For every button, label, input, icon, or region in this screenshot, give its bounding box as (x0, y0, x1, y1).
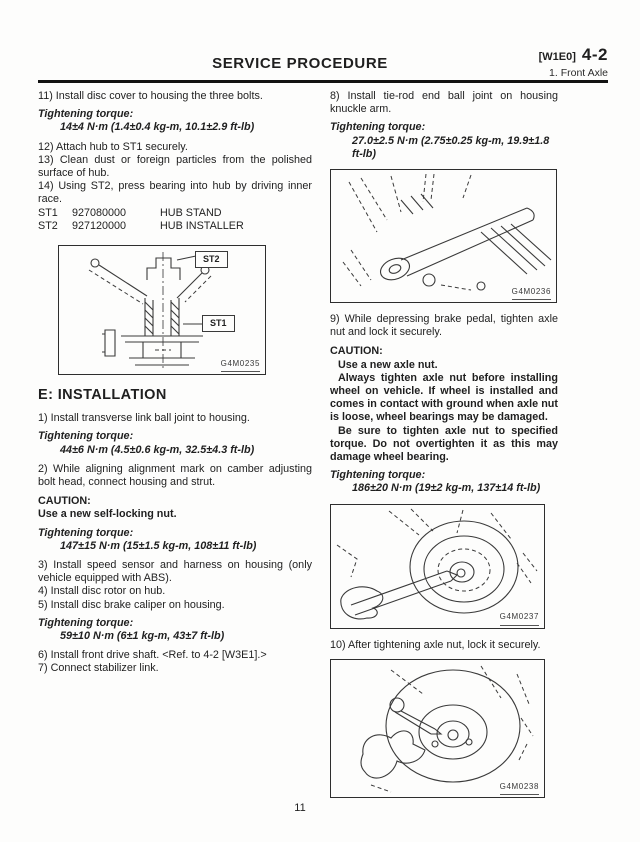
step-11: 11) Install disc cover to housing the three bolts. (38, 90, 263, 102)
axle-nut-drawing (331, 505, 544, 628)
tool-id: ST1 (38, 206, 58, 219)
torque-label-4: Tightening torque: (38, 616, 134, 629)
caution-specified-torque: Be sure to tighten axle nut to specified torque. Do not overtighten it as this may damage wheel bearing. (330, 424, 558, 464)
figure-code: G4M0236 (512, 285, 551, 300)
step-2: 2) While aligning alignment mark on camber adjusting bolt head, connect housing and strut. (38, 462, 312, 489)
page-number: 11 (294, 802, 306, 814)
tie-rod-drawing (331, 170, 556, 302)
torque-label-1: Tightening torque: (330, 121, 426, 134)
step-5: 5) Install disc brake caliper on housing. (38, 598, 225, 611)
step-3: 3) Install speed sensor and harness on housing (only vehicle equipped with ABS). (38, 559, 312, 585)
chapter-page-code: 4-2 (581, 45, 608, 64)
figure-code: G4M0237 (500, 610, 539, 625)
header-rule (38, 80, 608, 83)
step-13: 13) Clean dust or foreign particles from the polished surface of hub. (38, 153, 312, 180)
step-12: 12) Attach hub to ST1 securely. (38, 140, 188, 153)
step-9: 9) While depressing brake pedal, tighten axle nut and lock it securely. (330, 313, 558, 339)
hub-press-drawing (59, 246, 265, 374)
header-code-block (539, 47, 608, 81)
tool-name: HUB STAND (160, 206, 222, 219)
figure-hub-press (58, 245, 266, 375)
left-column (38, 90, 312, 676)
caution-label: CAUTION: (330, 345, 383, 358)
torque-value-3: 147±15 N·m (15±1.5 kg-m, 108±11 ft-lb) (60, 539, 257, 552)
figure-tighten-axle-nut (330, 504, 545, 629)
torque-label-2: Tightening torque: (38, 430, 134, 443)
caution-tighten-before: Always tighten axle nut before installing wheel on vehicle. If wheel is installed and comes in contact with ground when axle nut is loose, wheel bearings may be damaged. (330, 371, 558, 424)
caution-text: Use a new self-locking nut. (38, 508, 177, 521)
section-name: 1. Front Axle (549, 67, 608, 79)
section-code: [W1E0] (538, 51, 576, 63)
figure-code: G4M0235 (221, 357, 260, 372)
tool-part-number: 927120000 (72, 219, 127, 232)
figure-code: G4M0238 (500, 780, 539, 795)
tool-name: HUB INSTALLER (160, 219, 244, 232)
step-14: 14) Using ST2, press bearing into hub by driving inner race. (38, 180, 312, 206)
step-7: 7) Connect stabilizer link. (38, 662, 159, 675)
torque-value-1: 14±4 N·m (1.4±0.4 kg-m, 10.1±2.9 ft-lb) (60, 121, 255, 134)
tool-id: ST2 (38, 219, 58, 232)
section-heading-installation: E: INSTALLATION (38, 387, 167, 404)
special-tool-st1 (38, 207, 312, 220)
torque-value-4: 59±10 N·m (6±1 kg-m, 43±7 ft-lb) (60, 630, 225, 643)
lock-nut-drawing (331, 660, 544, 797)
right-column (330, 90, 558, 798)
torque-value-2: 44±6 N·m (4.5±0.6 kg-m, 32.5±4.3 ft-lb) (60, 443, 255, 456)
page-title: SERVICE PROCEDURE (212, 55, 388, 72)
step-8: 8) Install tie-rod end ball joint on housing knuckle arm. (330, 90, 558, 116)
torque-label-3: Tightening torque: (38, 526, 134, 539)
step-4: 4) Install disc rotor on hub. (38, 585, 166, 598)
torque-value-2: 186±20 N·m (19±2 kg-m, 137±14 ft-lb) (352, 482, 541, 495)
step-10: 10) After tightening axle nut, lock it securely. (330, 638, 541, 651)
special-tool-st2 (38, 220, 312, 233)
figure-lock-axle-nut (330, 659, 545, 798)
torque-label-1: Tightening torque: (38, 108, 134, 121)
figure-label-st1: ST1 (202, 315, 235, 332)
torque-value-1: 27.0±2.5 N·m (2.75±0.25 kg-m, 19.9±1.8 ft-lb) (352, 134, 550, 160)
caution-use-new-nut: Use a new axle nut. (338, 358, 438, 371)
tool-part-number: 927080000 (72, 206, 127, 219)
figure-label-st2: ST2 (195, 251, 228, 268)
step-6: 6) Install front drive shaft. <Ref. to 4-2 [W3E1].> (38, 649, 267, 662)
caution-label: CAUTION: (38, 495, 91, 508)
torque-label-2: Tightening torque: (330, 469, 426, 482)
figure-tie-rod-wrench (330, 169, 557, 303)
step-1: 1) Install transverse link ball joint to housing. (38, 412, 250, 425)
